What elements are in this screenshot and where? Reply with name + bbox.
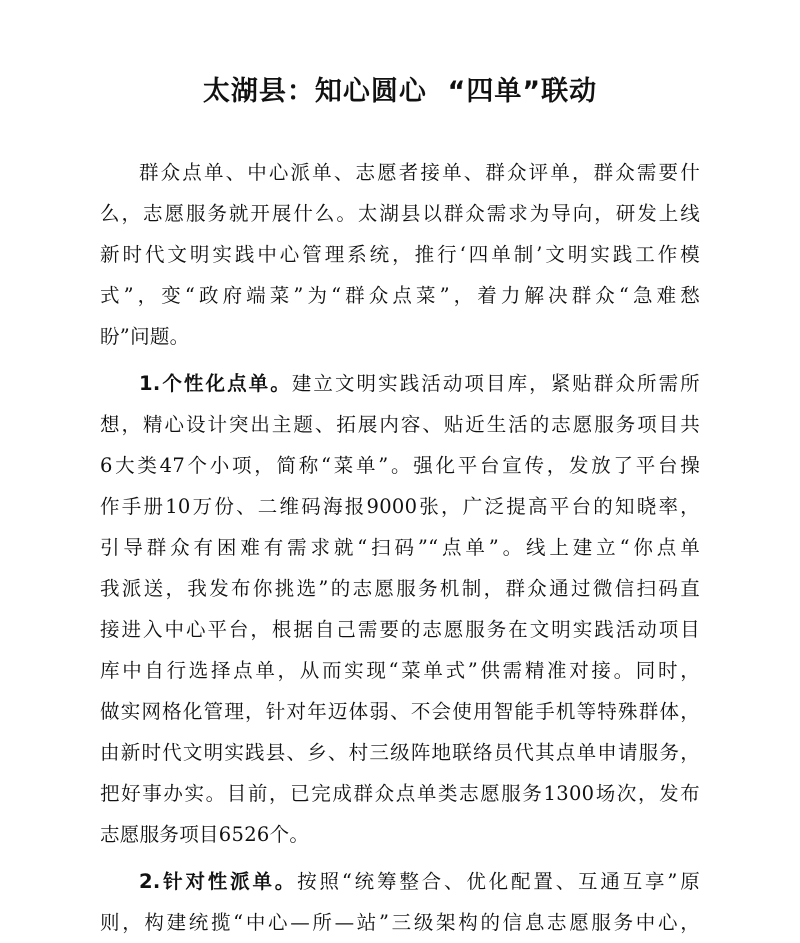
- paragraph-line: 6大类47个小项，简称“菜单”。强化平台宣传，发放了平台操: [100, 454, 700, 477]
- section-heading: 1.个性化点单。: [139, 372, 292, 395]
- paragraph-line: 志愿服务项目6526个。: [100, 823, 310, 846]
- paragraph-line: 库中自行选择点单，从而实现“菜单式”供需精准对接。同时，: [100, 659, 700, 682]
- section-heading: 2.针对性派单。: [139, 870, 298, 893]
- paragraph-personalized-order: [100, 363, 700, 855]
- paragraph-line: 由新时代文明实践县、乡、村三级阵地联络员代其点单申请服务，: [100, 741, 700, 764]
- paragraph-line: 群众点单、中心派单、志愿者接单、群众评单，群众需要什: [139, 161, 700, 184]
- paragraph-text: 建立文明实践活动项目库，紧贴群众所需所: [291, 372, 700, 395]
- paragraph-line: [100, 363, 700, 404]
- paragraph-line: [100, 861, 700, 902]
- paragraph-line: 么，志愿服务就开展什么。太湖县以群众需求为导向，研发上线: [100, 202, 700, 225]
- document-title: 太湖县：知心圆心 “四单”联动: [202, 76, 598, 107]
- paragraph-text: 按照“统筹整合、优化配置、互通互享”原: [297, 870, 700, 893]
- paragraph-line: 引导群众有困难有需求就“扫码”“点单”。线上建立“你点单: [100, 536, 700, 559]
- paragraph-line: 想，精心设计突出主题、拓展内容、贴近生活的志愿服务项目共: [100, 413, 700, 436]
- paragraph-line: 式”，变“政府端菜”为“群众点菜”，着力解决群众“急难愁: [100, 284, 700, 307]
- paragraph-line: 盼”问题。: [100, 325, 190, 348]
- paragraph-line: 我派送，我发布你挑选”的志愿服务机制，群众通过微信扫码直: [100, 577, 700, 600]
- paragraph-line: 做实网格化管理，针对年迈体弱、不会使用智能手机等特殊群体，: [100, 700, 700, 723]
- paragraph-line: 新时代文明实践中心管理系统，推行‘四单制’文明实践工作模: [100, 243, 700, 266]
- paragraph-line: 把好事办实。目前，已完成群众点单类志愿服务1300场次，发布: [100, 782, 700, 805]
- paragraph-line: 则，构建统揽“中心—所—站”三级架构的信息志愿服务中心，: [100, 911, 700, 934]
- paragraph-line: 接进入中心平台，根据自己需要的志愿服务在文明实践活动项目: [100, 618, 700, 641]
- paragraph-line: 作手册10万份、二维码海报9000张，广泛提高平台的知晓率，: [100, 495, 700, 518]
- paragraph-intro: [100, 152, 700, 357]
- document-body: [100, 152, 700, 943]
- paragraph-targeted-dispatch: [100, 861, 700, 943]
